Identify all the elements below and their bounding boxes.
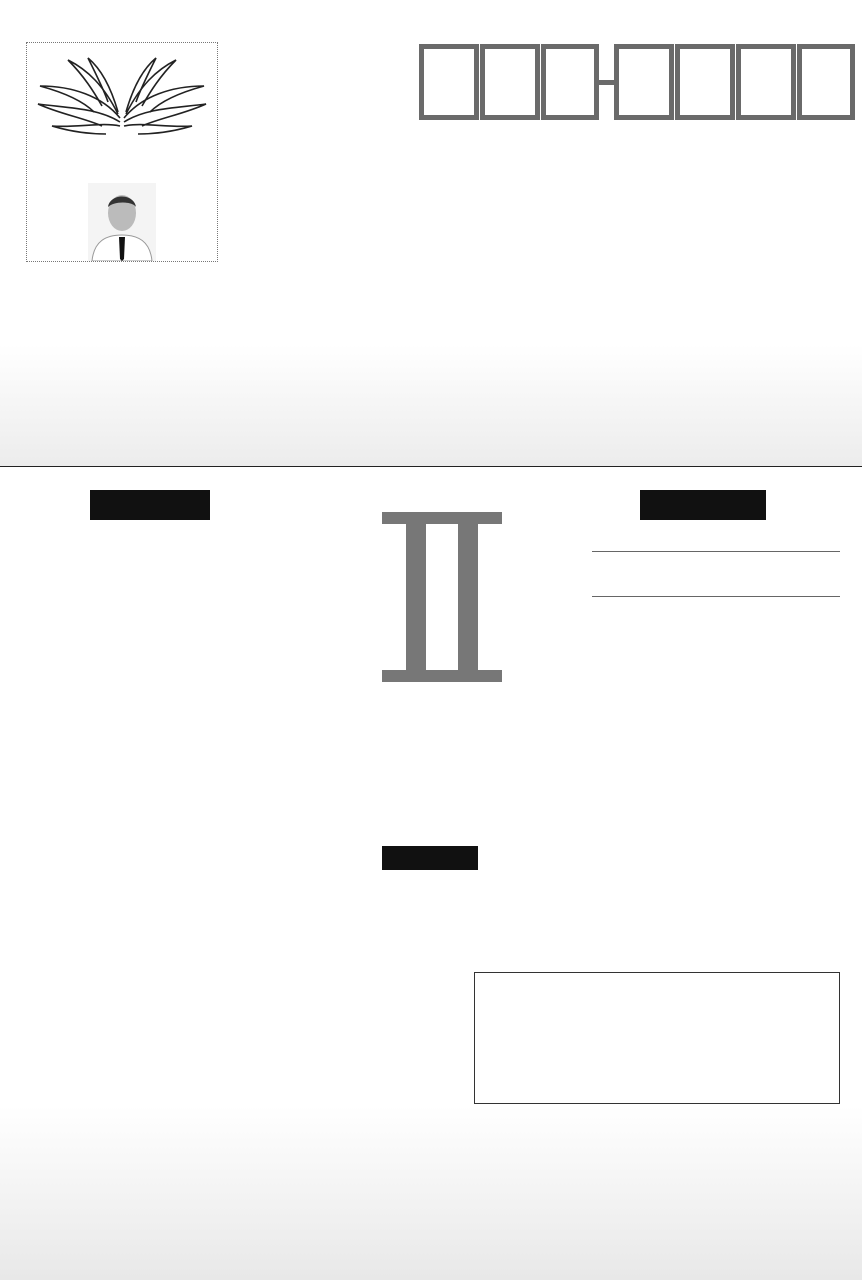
postal-box [541, 44, 599, 120]
schedule-rule [592, 551, 840, 552]
schedule-rule [592, 596, 840, 597]
qr-code-icon[interactable] [720, 985, 824, 1089]
postal-box [797, 44, 855, 120]
postal-dash [599, 80, 614, 85]
roman-numeral-two [382, 512, 502, 682]
divider [0, 466, 862, 467]
cast-header [382, 846, 478, 870]
postal-box [480, 44, 540, 120]
postal-box [736, 44, 796, 120]
naha-header [640, 490, 766, 520]
cast-photo-strip-bottom [0, 1106, 862, 1280]
cast-photo-strip-top [0, 345, 862, 466]
postal-box [419, 44, 479, 120]
mini-portrait [88, 183, 156, 261]
postal-box [675, 44, 735, 120]
itoman-header [90, 490, 210, 520]
postal-box [614, 44, 674, 120]
wings-logo-icon [32, 56, 212, 166]
